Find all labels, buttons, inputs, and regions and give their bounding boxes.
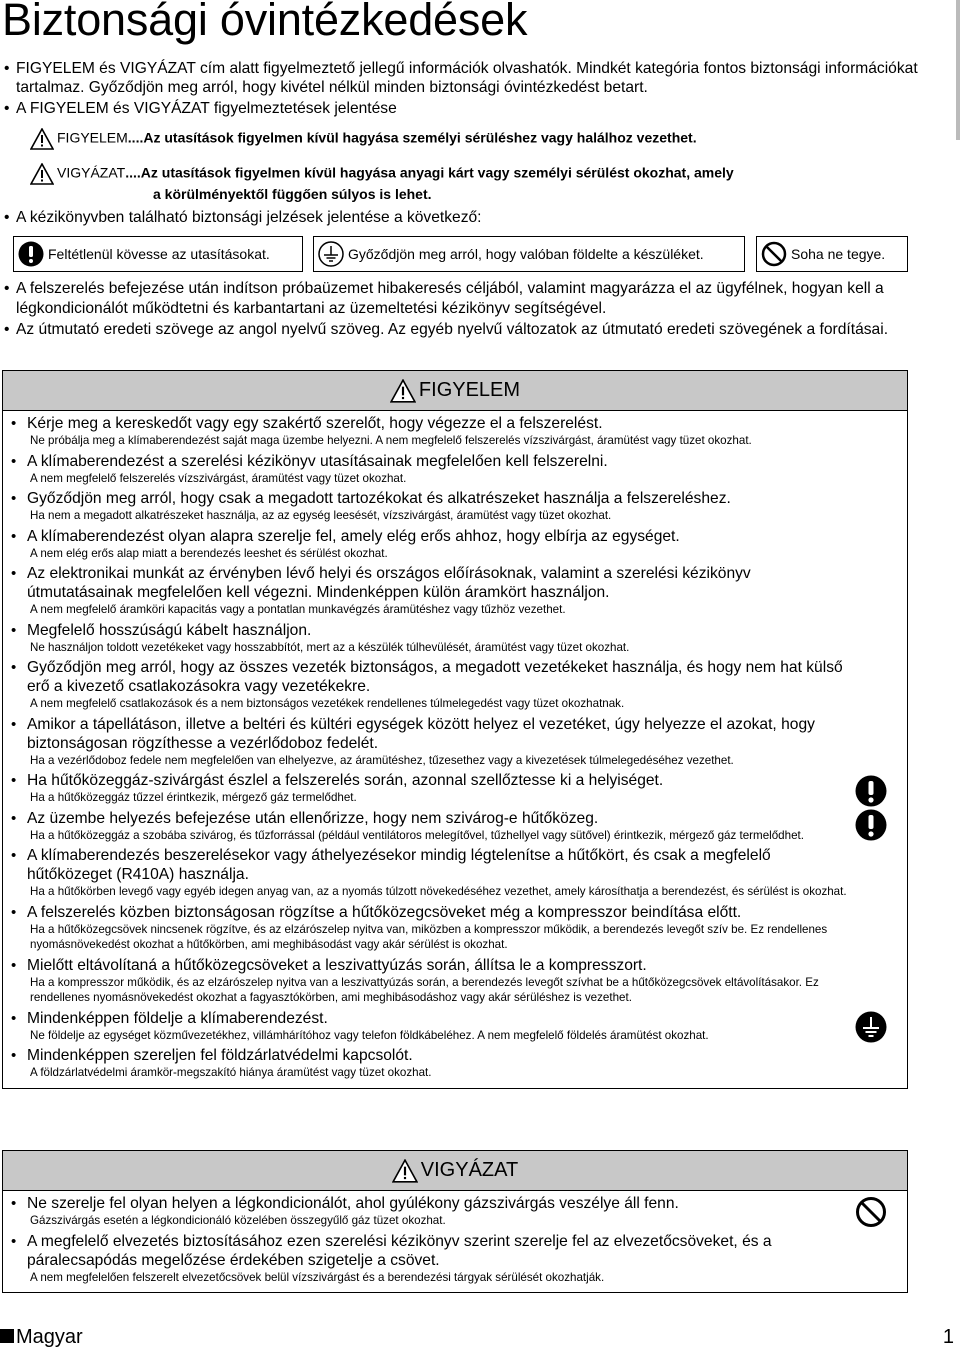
item-sub-text: Ha a hűtőközeggáz a szobába szivárog, és tűzforrással (például ventilátoros melegítővel, tűzhellyel vagy sütővel) érintkezik, mérgező gáz termelődhet. [30, 828, 804, 842]
item-sub-text: A nem elég erős alap miatt a berendezés leeshet és sérülést okozhat. [30, 546, 388, 560]
footer-language: Magyar [16, 1326, 83, 1348]
exclamation-icon [855, 775, 887, 807]
intro-bullet-3: • A kézikönyvben található biztonsági jelzések jelentése a következő: [0, 208, 920, 227]
warning-heading-triangle-icon [390, 379, 416, 403]
warning-section-header [3, 371, 907, 411]
item-sub-text: A földzárlatvédelmi áramkör-megszakító hiánya áramütést vagy tüzet okozhat. [30, 1066, 432, 1079]
item-main-text: • A klímaberendezést a szerelési kézikönyv utasításainak megfelelően kell felszerelni. [27, 452, 608, 470]
warning-item [3, 1009, 907, 1044]
item-main-text: • Győződjön meg arról, hogy az összes vezeték biztonságos, a megadott vezetékeket használja, és hogy nem hat külső erő a kivezető csatlakozásokra vagy vezetékekre. [27, 659, 843, 695]
caution-definition [30, 163, 734, 203]
warning-item [3, 489, 907, 524]
warning-item [3, 1046, 907, 1081]
warning-definition-text: ....Az utasítások figyelmen kívül hagyása személyi sérüléshez vagy halálhoz vezethet. [127, 129, 697, 146]
item-sub-text: A nem megfelelő felszerelés vízszivárgást, áramütést vagy tüzet okozhat. [30, 471, 407, 485]
item-sub-text: A nem megfelelő csatlakozások és a nem biztonságos vezetékek rendellenes túlmelegedést vagy tüzet okozhatnak. [30, 697, 625, 710]
item-sub-text: Ha nem a megadott alkatrészeket használja, az az egység leesését, vízszivárgást, áramütést vagy tüzet okozhat. [30, 509, 612, 522]
item-sub-text: Ha a hűtőközegcsövek nincsenek rögzítve, és az elzárószelep nyitva van, miközben a kompresszor működik, a berendezés levegőt szív be. Ez rendellenes nyomásnövekedést okozhat a hűtőkörben, ami meghibásodást vagy akár sérülést is okozhat. [30, 922, 828, 951]
warning-item [3, 903, 907, 953]
caution-heading-triangle-icon [392, 1159, 418, 1183]
page-title: Biztonsági óvintézkedések [2, 0, 528, 45]
warning-item [3, 452, 907, 487]
item-main-text: • Ne szerelje fel olyan helyen a légkondicionálót, ahol gyúlékony gázszivárgás veszélye áll fenn. [27, 1195, 679, 1212]
intro-bullet-3-wrap [0, 208, 920, 227]
item-main-text: • Ha hűtőközeggáz-szivárgást észlel a felszerelés során, azonnal szellőztesse ki a helyiséget. [27, 772, 664, 789]
item-main-text: • Kérje meg a kereskedőt vagy egy szakértő szerelőt, hogy végezze el a felszerelést. [27, 415, 603, 432]
warning-item [3, 809, 907, 844]
warning-item [3, 846, 907, 900]
prohibition-icon [761, 241, 787, 267]
symbol-prohibited [756, 236, 908, 272]
caution-definition-cont: a körülményektől függően súlyos is lehet. [153, 186, 432, 202]
item-main-text: • Mindenképpen földelje a klímaberendezést. [27, 1009, 328, 1027]
item-sub-text: Ne földelje az egységet közművezetékhez, villámhárítóhoz vagy telefon földkábeléhez. A nem megfelelő földelés áramütést okozhat. [30, 1028, 709, 1042]
symbol-ground-label: Győződjön meg arról, hogy valóban földelte a készüléket. [348, 246, 704, 262]
item-sub-text: Gázszivárgás esetén a légkondicionáló közelében összegyűlő gáz tüzet okozhat. [30, 1214, 446, 1227]
caution-section [2, 1150, 908, 1293]
warning-item [3, 658, 907, 712]
symbol-ground [313, 236, 745, 272]
caution-item [3, 1194, 907, 1229]
item-main-text: • Az üzembe helyezés befejezése után ellenőrizze, hogy nem szivárog-e hűtőközeg. [27, 809, 599, 827]
ground-icon [318, 241, 344, 267]
symbol-prohibited-label: Soha ne tegye. [791, 246, 886, 262]
caution-item [3, 1232, 907, 1286]
item-main-text: • Amikor a tápellátáson, illetve a beltéri és kültéri egységek között helyez el vezetéket, úgy helyezze el azokat, hogy biztonságosan rögzíthesse a vezérlődoboz fedelét. [27, 715, 815, 752]
note-1: • A felszerelés befejezése után indítson próbaüzemet hibakeresés céljából, valamint magyarázza el az ügyfélnek, hogyan kell a légkondicionálót működtetni és karbantartani az üzemeltetési kézikönyv segítségével. [0, 279, 920, 318]
edge-bar [956, 0, 960, 140]
page-number: 1 [942, 1326, 954, 1348]
exclamation-icon [855, 809, 887, 841]
warning-items [3, 411, 907, 1088]
item-sub-text: Ne használjon toldott vezetékeket vagy hosszabbítót, mert az a készülék túlhevülését, áramütést vagy tüzet okozhat. [30, 640, 630, 654]
item-main-text: • Mindenképpen szereljen fel földzárlatvédelmi kapcsolót. [27, 1047, 413, 1064]
item-sub-text: Ha a kompresszor működik, és az elzárószelep nyitva van a leszivattyúzás során, a berendezés levegőt szívhat be a hűtőközegcsövek eltávolításakor. Ez rendellenes nyomásnövekedést okozhat a fagyasztókörben, ami meghibásodáshoz vagy akár sérüléshez is vezethet. [30, 975, 819, 1004]
warning-label: FIGYELEM [57, 129, 128, 146]
caution-triangle-icon [30, 163, 54, 185]
exclamation-icon [18, 241, 44, 267]
item-main-text: • Mielőtt eltávolítaná a hűtőközegcsöveket a leszivattyúzás során, állítsa le a kompresszort. [27, 956, 647, 974]
item-sub-text: Ha a hűtőközeggáz tűzzel érintkezik, mérgező gáz termelődhet. [30, 791, 357, 804]
warning-section-title: FIGYELEM [418, 379, 521, 401]
warning-item [3, 621, 907, 656]
note-2: • Az útmutató eredeti szövege az angol nyelvű szöveg. Az egyéb nyelvű változatok az útmutató eredeti szövegének a fordításai. [0, 320, 920, 340]
warning-item [3, 956, 907, 1006]
caution-definition-text: ....Az utasítások figyelmen kívül hagyása anyagi kárt vagy személyi sérülést okozhat, amely [125, 164, 734, 181]
item-sub-text: Ha a hűtőkörben levegő vagy egyéb idegen anyag van, az a nyomás túlzott növekedéséhez vezethet, amely károsíthatja a berendezést, és sérülést is okozhat. [30, 885, 847, 898]
caution-items [3, 1191, 907, 1292]
item-main-text: • A klímaberendezés beszerelésekor vagy áthelyezésekor mindig légtelenítse a hűtőkört, és csak a megfelelő hűtőközeget (R410A) használja. [27, 847, 771, 883]
item-sub-text: Ne próbálja meg a klímaberendezést saját maga üzembe helyezni. A nem megfelelő felszerelés vízszivárgást, áramütést vagy tüzet okozhat. [30, 434, 752, 447]
warning-definition [30, 128, 697, 150]
caution-section-title: VIGYÁZAT [420, 1159, 519, 1181]
item-main-text: • A felszerelés közben biztonságosan rögzítse a hűtőközegcsöveket még a kompresszor beindítása előtt. [27, 903, 742, 921]
intro-bullet-1: • FIGYELEM és VIGYÁZAT cím alatt figyelmeztető jellegű információk olvashatók. Mindkét kategória fontos biztonsági információkat tartalmaz. Győződjön meg arról, hogy kivétel nélkül minden biztonsági óvintézkedést betart. [0, 59, 920, 97]
warning-item [3, 414, 907, 449]
symbol-mandatory [13, 236, 303, 272]
warning-item [3, 771, 907, 806]
item-sub-text: A nem megfelelő áramköri kapacitás vagy a pontatlan munkavégzés áramütéshez vagy tűzhöz vezethet. [30, 603, 566, 616]
item-main-text: • A klímaberendezést olyan alapra szerelje fel, amely elég erős ahhoz, hogy elbírja az egységet. [27, 527, 680, 545]
intro-section [0, 59, 920, 118]
warning-triangle-icon [30, 128, 54, 150]
caution-label: VIGYÁZAT [57, 164, 126, 181]
caution-section-header [3, 1151, 907, 1191]
item-sub-text: A nem megfelelően felszerelt elvezetőcsövek belül vízszivárgást és a berendezési tárgyak sérülését okozhatják. [30, 1270, 605, 1284]
page-footer [0, 1326, 960, 1349]
prohibition-icon [855, 1196, 887, 1228]
item-sub-text: Ha a vezérlődoboz fedele nem megfelelően van elhelyezve, az áramütéshez, tűzesethez vagy a kivezetések túlmelegedéséhez vezethet. [30, 753, 734, 767]
item-main-text: • Győződjön meg arról, hogy csak a megadott tartozékokat és alkatrészeket használja a felszereléshez. [27, 490, 731, 507]
warning-item [3, 527, 907, 562]
intro-bullet-2: • A FIGYELEM és VIGYÁZAT figyelmeztetések jelentése [0, 99, 920, 118]
warning-item [3, 564, 907, 618]
item-main-text: • Megfelelő hosszúságú kábelt használjon. [27, 621, 312, 639]
language-marker-square [0, 1329, 14, 1343]
notes-section [0, 279, 920, 340]
item-main-text: • A megfelelő elvezetés biztosításához ezen szerelési kézikönyv szerint szerelje fel az elvezetőcsöveket, és a páralecsapódás megelőzése érdekében szigetelje a csövet. [27, 1232, 772, 1269]
warning-item [3, 715, 907, 769]
warning-section [2, 370, 908, 1089]
symbol-mandatory-label: Feltétlenül kövesse az utasításokat. [48, 246, 270, 262]
ground-icon [855, 1011, 887, 1043]
item-main-text: • Az elektronikai munkát az érvényben lévő helyi és országos előírásoknak, valamint a szerelési kézikönyv útmutatásainak megfelelően kell végezni. Mindenképpen külön áramkört használjon. [27, 565, 751, 601]
